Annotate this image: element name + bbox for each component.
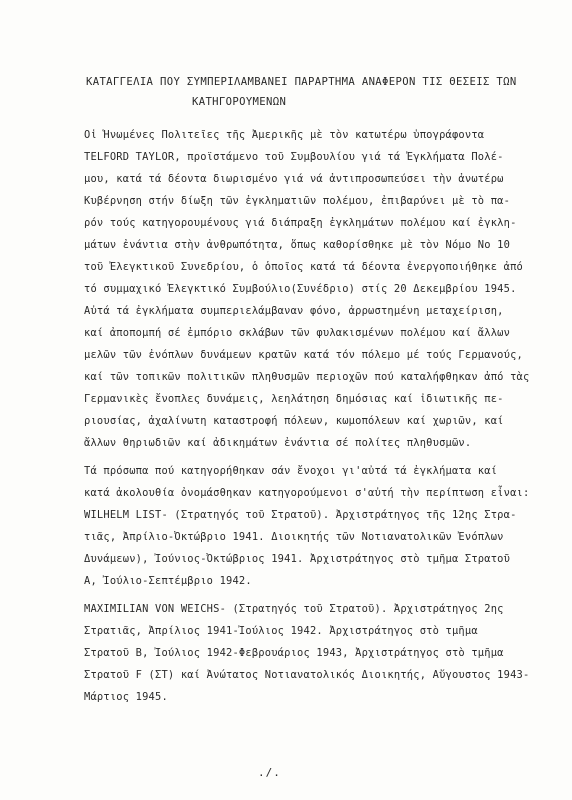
- text-line: Οἱ Ἡνωμένες Πολιτεῖες τῆς Ἀμερικῆς μὲ τὸν κατωτέρω ὑπογράφοντα: [84, 129, 485, 141]
- text-line: Α, Ἰούλιο-Σεπτέμβριο 1942.: [84, 575, 252, 587]
- text-line: Στρατοῦ Β, Ἰούλιος 1942-Φεβρουάριος 1943, Ἀρχιστράτηγος στὸ τμῆμα: [84, 647, 504, 659]
- text-line: ριουσίας, ἀχαλίνωτη καταστροφή πόλεων, κωμοπόλεων καί χωριῶν, καί: [84, 415, 504, 427]
- paragraph-defendant-weichs: [84, 598, 564, 708]
- text-line: Τά πρόσωπα πού κατηγορήθηκαν σάν ἔνοχοι γι'αὐτά τά ἐγκλήματα καί: [84, 465, 498, 477]
- text-line: WILHELM LIST- (Στρατηγός τοῦ Στρατοῦ). Ἀρχιστράτηγος τῆς 12ης Στρα-: [84, 509, 517, 521]
- text-line: Δυνάμεων), Ἰούνιος-Ὀκτώβριος 1941. Ἀρχιστράτηγος στὸ τμῆμα Στρατοῦ: [84, 553, 511, 565]
- paragraph-defendants-intro: [84, 460, 564, 504]
- document-subtitle: ΚΑΤΗΓΟΡΟΥΜΕΝΩΝ: [192, 96, 287, 108]
- text-line: Αὐτά τά ἐγκλήματα συμπεριελάμβαναν φόνο, ἀρρωστημένη μεταχείριση,: [84, 305, 504, 317]
- text-line: ἄλλων θηριωδιῶν καί ἀδικημάτων ἐνάντια σέ πολίτες πληθυσμῶν.: [84, 437, 472, 449]
- text-line: τιᾶς, Ἀπρίλιο-Ὀκτώβριο 1941. Διοικητής τῶν Νοτιανατολικῶν Ἐνόπλων: [84, 531, 504, 543]
- text-line: MAXIMILIAN VON WEICHS- (Στρατηγός τοῦ Στρατοῦ). Ἀρχιστράτηγος 2ης: [84, 603, 504, 615]
- text-line: Στρατιᾶς, Ἀπρίλιος 1941-Ἰούλιος 1942. Ἀρχιστράτηγος στὸ τμῆμα: [84, 625, 478, 637]
- text-line: μου, κατά τά δέοντα διωρισμένο γιά νά ἀντιπροσωπεύσει τὴν ἀνωτέρω: [84, 173, 504, 185]
- text-line: τοῦ Ἐλεγκτικοῦ Συνεδρίου, ὁ ὁποῖος κατά τά δέοντα ἐνεργοποιήθηκε ἀπό: [84, 261, 523, 273]
- document-title: ΚΑΤΑΓΓΕΛΙΑ ΠΟΥ ΣΥΜΠΕΡΙΛΑΜΒΑΝΕΙ ΠΑΡΑΡΤΗΜΑ ΑΝΑΦΕΡΟΝ ΤΙΣ ΘΕΣΕΙΣ ΤΩΝ: [86, 76, 517, 88]
- paragraph-defendant-list: [84, 504, 564, 592]
- text-line: καί ἀποπομπή σέ ἐμπόριο σκλάβων τῶν φυλακισμένων πολέμου καί ἄλλων: [84, 327, 511, 339]
- text-line: κατά ἀκολουθία ὀνομάσθηκαν κατηγορούμενοι σ'αὐτή τὴν περίπτωση εἶναι:: [84, 487, 530, 499]
- text-line: TELFORD TAYLOR, προϊστάμενο τοῦ Συμβουλίου γιά τά Ἐγκλήματα Πολέ-: [84, 151, 504, 163]
- paragraph-indictment: [84, 124, 564, 454]
- document-body: [84, 124, 564, 708]
- text-line: Στρατοῦ F (ΣΤ) καί Ἀνώτατος Νοτιανατολικός Διοικητής, Αὔγουστος 1943-: [84, 669, 530, 681]
- text-line: τό συμμαχικό Ἐλεγκτικό Συμβούλιο(Συνέδριο) στίς 20 Δεκεμβρίου 1945.: [84, 283, 517, 295]
- continuation-mark: ./.: [258, 766, 281, 779]
- text-line: μελῶν τῶν ἐνόπλων δυνάμεων κρατῶν κατά τόν πόλεμο μέ τούς Γερμανούς,: [84, 349, 523, 361]
- text-line: Μάρτιος 1945.: [84, 691, 168, 703]
- text-line: μάτων ἐνάντια στὴν ἀνθρωπότητα, ὅπως καθορίσθηκε μὲ τὸν Νόμο Νο 10: [84, 239, 511, 251]
- text-line: ρόν τούς κατηγορουμένους γιά διάπραξη ἐγκλημάτων πολέμου καί ἐγκλη-: [84, 217, 517, 229]
- text-line: καί τῶν τοπικῶν πολιτικῶν πληθυσμῶν περιοχῶν πού καταλήφθηκαν ἀπό τὰς: [84, 371, 530, 383]
- text-line: Κυβέρνηση στήν δίωξη τῶν ἐγκληματιῶν πολέμου, ἐπιβαρύνει μὲ τὸ πα-: [84, 195, 511, 207]
- text-line: Γερμανικὲς ἔνοπλες δυνάμεις, λεηλάτηση δημόσιας καί ἰδιωτικῆς πε-: [84, 393, 504, 405]
